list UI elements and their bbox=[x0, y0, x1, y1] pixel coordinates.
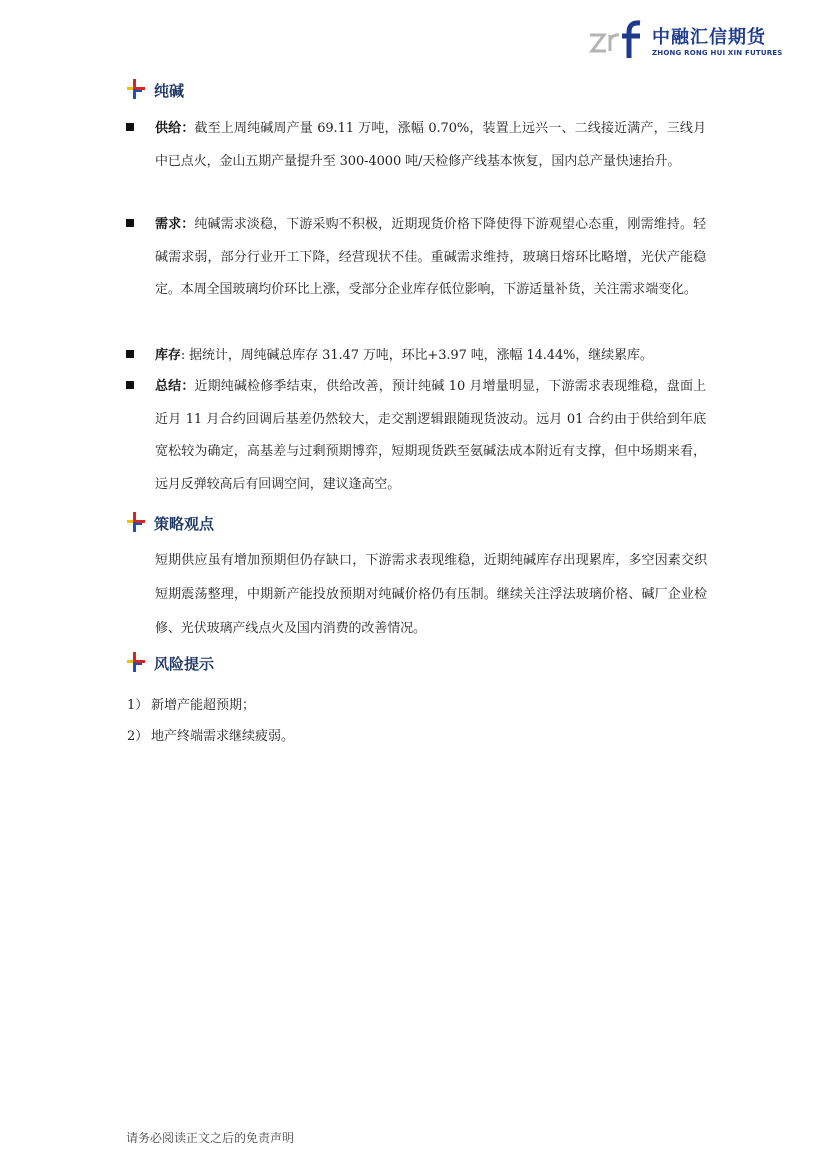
bullet-label: 需求： bbox=[155, 217, 195, 232]
bullet-square-icon bbox=[126, 123, 134, 131]
risk-item-number: 2） bbox=[127, 729, 149, 744]
risk-item-text: 地产终端需求继续疲弱。 bbox=[151, 729, 295, 744]
strategy-paragraph: 短期供应虽有增加预期但仍存缺口，下游需求表现维稳，近期纯碱库存出现累库，多空因素交织短期震荡整理，中期新产能投放预期对纯碱价格仍有压制。继续关注浮法玻璃价格、碱厂企业检修、光伏玻璃产线点火及国内消费的改善情况。 bbox=[155, 553, 707, 636]
logo-en-name: ZHONG RONG HUI XIN FUTURES bbox=[652, 49, 783, 57]
section-cross-icon bbox=[127, 79, 145, 99]
bullet-label: 库存 bbox=[155, 348, 181, 363]
bullet-square-icon bbox=[126, 350, 134, 358]
bullet-supply bbox=[126, 113, 706, 178]
bullet-text bbox=[155, 371, 706, 501]
section-cross-icon bbox=[127, 652, 145, 672]
section-title: 风险提示 bbox=[154, 655, 215, 673]
risk-item bbox=[127, 725, 294, 744]
footer-disclaimer: 请务必阅读正文之后的免责声明 bbox=[126, 1131, 295, 1145]
bullet-text bbox=[155, 113, 706, 178]
bullet-text bbox=[155, 340, 706, 373]
bullet-summary bbox=[126, 371, 706, 501]
bullet-label: 总结： bbox=[155, 379, 195, 394]
risk-item bbox=[127, 694, 255, 713]
risk-item-number: 1） bbox=[127, 698, 149, 713]
bullet-body: 截至上周纯碱周产量 69.11 万吨，涨幅 0.70%，装置上远兴一、二线接近满产，三线月中已点火，金山五期产量提升至 300-4000 吨/天检修产线基本恢复，国内总产量快速抬升。 bbox=[155, 121, 706, 169]
bullet-inventory bbox=[126, 340, 706, 373]
bullet-square-icon bbox=[126, 219, 134, 227]
logo-cn-name: 中融汇信期货 bbox=[652, 27, 766, 48]
bullet-body: : 据统计，周纯碱总库存 31.47 万吨，环比+3.97 吨，涨幅 14.44%，继续累库。 bbox=[180, 348, 653, 363]
company-logo bbox=[588, 18, 783, 62]
bullet-label: 供给： bbox=[155, 121, 195, 136]
bullet-body: 纯碱需求淡稳，下游采购不积极，近期现货价格下降使得下游观望心态重，刚需维持。轻碱需求弱，部分行业开工下降，经营现状不佳。重碱需求维持，玻璃日熔环比略增，光伏产能稳定。本周全国玻璃均价环比上涨，受部分企业库存低位影响，下游适量补货，关注需求端变化。 bbox=[155, 217, 706, 297]
section-cross-icon bbox=[127, 512, 145, 532]
bullet-square-icon bbox=[126, 381, 134, 389]
section-title: 策略观点 bbox=[154, 515, 215, 533]
bullet-text bbox=[155, 209, 706, 307]
section-title: 纯碱 bbox=[154, 82, 185, 100]
risk-item-text: 新增产能超预期； bbox=[151, 698, 256, 713]
bullet-body: 近期纯碱检修季结束，供给改善，预计纯碱 10 月增量明显，下游需求表现维稳，盘面上近月 11 月合约回调后基差仍然较大，走交割逻辑跟随现货波动。远月 01 合约由于供给到年底宽松较为确定，高基差与过剩预期博弈，短期现货跌至氨碱法成本附近有支撑，但中场期来看，远月反弹较高后有回调空间，建议逢高空。 bbox=[155, 379, 706, 492]
bullet-demand bbox=[126, 209, 706, 307]
company-logo-mark-icon bbox=[588, 18, 646, 60]
